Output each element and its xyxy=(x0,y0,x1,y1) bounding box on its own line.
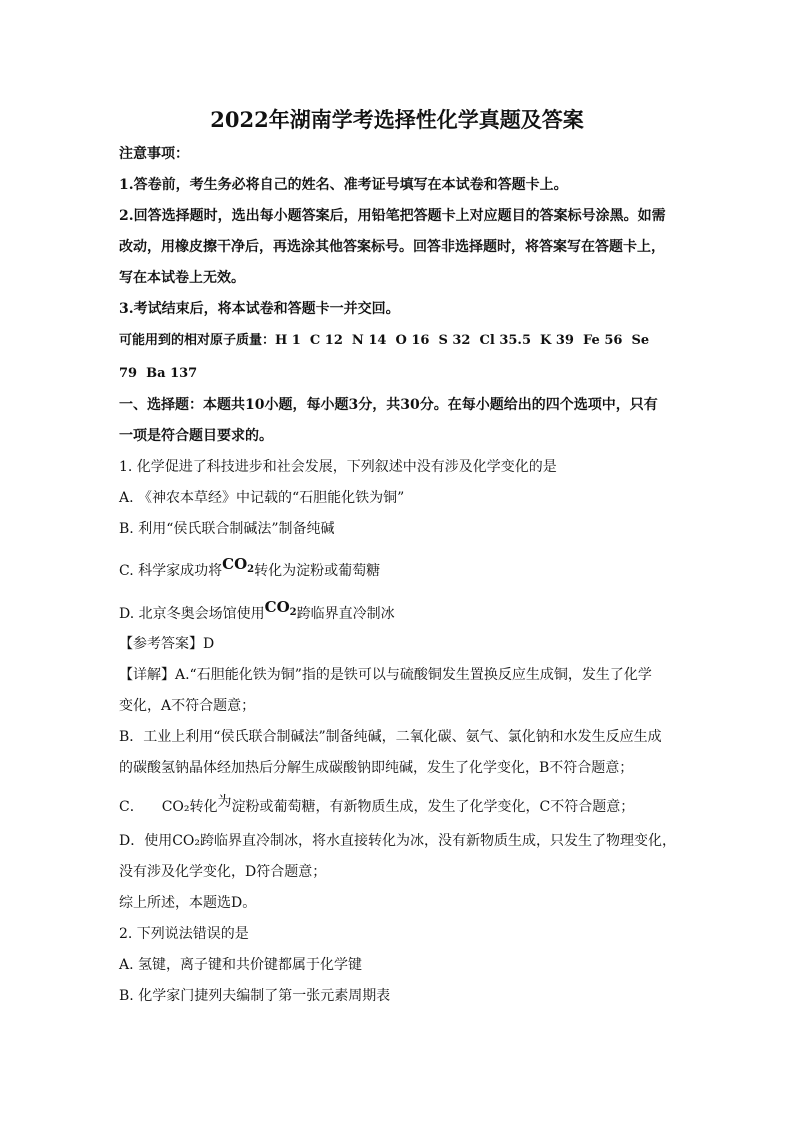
section-heading-line-1: 一、选择题：本题共10小题，每小题3分，共30分。在每小题给出的四个选项中，只有 xyxy=(119,397,658,413)
q1-detail-d-line-1: D．使用CO₂跨临界直冷制冰，将水直接转化为冰，没有新物质生成，只发生了物理变化， xyxy=(119,833,677,849)
q1-option-d xyxy=(119,598,395,629)
q1-detail-b-line-2: 的碳酸氢钠晶体经加热后分解生成碳酸钠即纯碱，发生了化学变化，B不符合题意； xyxy=(119,760,634,776)
q1-detail-d-line-2: 没有涉及化学变化，D符合题意； xyxy=(119,864,327,880)
co2-formula-sub: 2 xyxy=(247,564,255,575)
co2-formula-sub: 2 xyxy=(289,607,297,618)
q1-summary: 综上所述，本题选D。 xyxy=(119,895,257,911)
q1-option-c-suffix: 转化为淀粉或葡萄糖 xyxy=(254,563,381,579)
atomic-mass-line-2: 79 Ba 137 xyxy=(119,366,198,381)
notice-heading: 注意事项： xyxy=(119,146,189,162)
q2-option-b: B. 化学家门捷列夫编制了第一张元素周期表 xyxy=(119,988,391,1004)
q1-option-c xyxy=(119,555,381,586)
q1-detail-b-line-1: B．工业上利用“侯氏联合制碱法”制备纯碱，二氧化碳、氨气、氯化钠和水发生反应生成 xyxy=(119,729,662,745)
q2-stem: 2. 下列说法错误的是 xyxy=(119,926,249,942)
q1-detail-c-rest: 淀粉或葡萄糖，有新物质生成，发生了化学变化，C不符合题意； xyxy=(231,799,635,815)
q1-detail-c-prefix: C． xyxy=(119,799,144,815)
q1-stem: 1. 化学促进了科技进步和社会发展，下列叙述中没有涉及化学变化的是 xyxy=(119,459,557,475)
q1-answer: 【参考答案】D xyxy=(119,636,215,652)
q2-option-a: A. 氢键，离子键和共价键都属于化学键 xyxy=(119,957,363,973)
q1-detail-a-line-1: 【详解】A.“石胆能化铁为铜”指的是铁可以与硫酸铜发生置换反应生成铜，发生了化学 xyxy=(119,667,652,683)
q1-detail-c-wei: 为 xyxy=(217,794,232,810)
notice-item-2-line-2: 改动，用橡皮擦干净后，再选涂其他答案标号。回答非选择题时，将答案写在答题卡上， xyxy=(119,239,665,255)
q1-option-c-prefix: C. 科学家成功将 xyxy=(119,563,223,579)
co2-formula-main: CO xyxy=(264,598,290,616)
notice-item-3: 3.考试结束后，将本试卷和答题卡一并交回。 xyxy=(119,301,400,317)
notice-item-1: 1.答卷前，考生务必将自己的姓名、准考证号填写在本试卷和答题卡上。 xyxy=(119,177,568,193)
co2-formula-main: CO xyxy=(222,555,248,573)
q1-detail-a-line-2: 变化，A不符合题意； xyxy=(119,698,256,714)
q1-option-b: B. 利用“侯氏联合制碱法”制备纯碱 xyxy=(119,521,335,537)
notice-item-2-line-1: 2.回答选择题时，选出每小题答案后，用铅笔把答题卡上对应题目的答案标号涂黑。如需 xyxy=(119,208,666,224)
co2-formula xyxy=(222,555,254,573)
page-title: 2022年湖南学考选择性化学真题及答案 xyxy=(210,107,584,132)
q1-option-d-prefix: D. 北京冬奥会场馆使用 xyxy=(119,606,265,622)
notice-item-2-line-3: 写在本试卷上无效。 xyxy=(119,270,245,286)
q1-detail-c xyxy=(119,794,635,817)
section-heading-line-2: 一项是符合题目要求的。 xyxy=(119,428,273,444)
atomic-mass-line-1: 可能用到的相对原子质量：H 1 C 12 N 14 O 16 S 32 Cl 35.5 K 39 Fe 56 Se xyxy=(119,333,650,348)
co2-formula xyxy=(265,598,297,616)
q1-option-a: A. 《神农本草经》中记载的“石胆能化铁为铜” xyxy=(119,490,405,506)
q1-detail-c-co2: CO₂转化 xyxy=(161,799,218,815)
q1-option-d-suffix: 跨临界直冷制冰 xyxy=(296,606,395,622)
